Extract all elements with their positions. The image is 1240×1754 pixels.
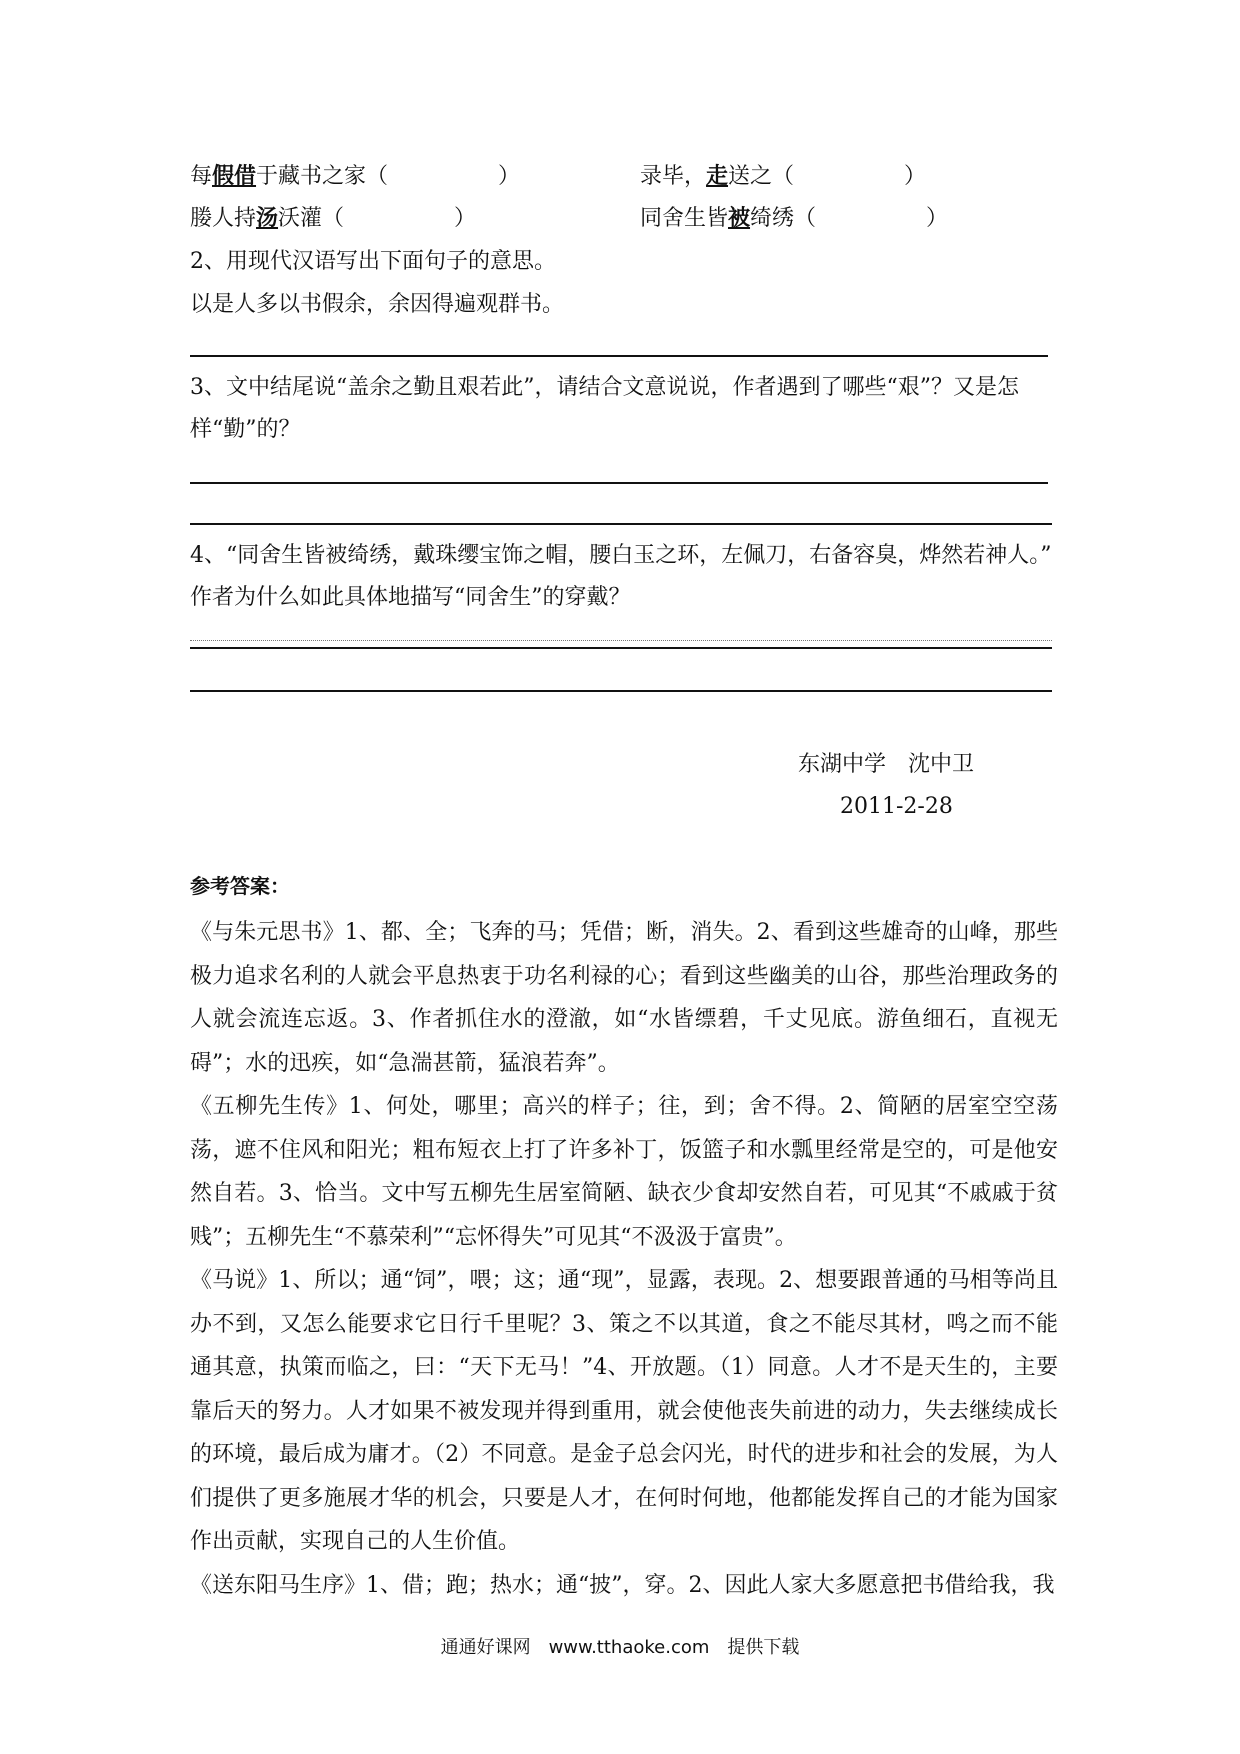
fill-text: 录毕， [640,164,707,189]
fill-item [640,161,926,192]
fill-keyword: 被 [728,205,751,231]
question-3-line2: 样“勤”的？ [190,417,301,442]
fill-keyword: 汤 [256,205,279,231]
question-2-sentence: 以是人多以书假余，余因得遍观群书。 [190,292,565,317]
fill-item [190,203,476,234]
fill-text: 绮绣（ ） [750,206,949,231]
answer-line [190,523,1052,525]
question-4-line1: 4、“同舍生皆被绮绣，戴珠缨宝饰之帽，腰白玉之环，左佩刀，右备容臭，烨然若神人。” [190,543,1052,568]
fill-item [190,161,520,192]
dotted-answer-line [190,640,1052,641]
question-3-line1: 3、文中结尾说“盖余之勤且艰若此”，请结合文意说说，作者遇到了哪些“艰”？又是怎 [190,375,1019,400]
signature-author: 东湖中学 沈中卫 [798,752,975,777]
footer: 通通好课网 www.tthaoke.com 提供下载 [440,1637,800,1658]
answer-line [190,647,1052,649]
answer-line [190,482,1048,484]
fill-text: 沃灌（ ） [278,206,477,231]
fill-text: 送之（ ） [728,164,927,189]
answers-heading: 参考答案： [190,874,290,898]
answer-paragraph: 《五柳先生传》1、何处，哪里；高兴的样子；往，到；舍不得。2、简陋的居室空空荡荡，遮不住风和阳光；粗布短衣上打了许多补丁，饭篮子和水瓢里经常是空的，可是他安然自若。3、恰当。文中写五柳先生居室简陋、缺衣少食却安然自若，可见其“不戚戚于贫贱”；五柳先生“不慕荣利”“忘怀得失”可见其“不汲汲于富贵”。 [190,1094,1058,1250]
answer-paragraph: 《马说》1、所以；通“饲”，喂；这；通“现”，显露，表现。2、想要跟普通的马相等尚且办不到，又怎么能要求它日行千里呢？3、策之不以其道，食之不能尽其材，鸣之而不能通其意，执策而临之，曰：“天下无马！”4、开放题。（1）同意。人才不是天生的，主要靠后天的努力。人才如果不被发现并得到重用，就会使他丧失前进的动力，失去继续成长的环境，最后成为庸才。（2）不同意。是金子总会闪光，时代的进步和社会的发展，为人们提供了更多施展才华的机会，只要是人才，在何时何地，他都能发挥自己的才能为国家作出贡献，实现自己的人生价值。 [190,1268,1058,1554]
question-2-title: 2、用现代汉语写出下面句子的意思。 [190,249,556,274]
fill-item [640,203,948,234]
answer-paragraph: 《与朱元思书》1、都、全；飞奔的马；凭借；断，消失。2、看到这些雄奇的山峰，那些极力追求名利的人就会平息热衷于功名利禄的心；看到这些幽美的山谷，那些治理政务的人就会流连忘返。3、作者抓住水的澄澈，如“水皆缥碧，千丈见底。游鱼细石，直视无碍”；水的迅疾，如“急湍甚箭，猛浪若奔”。 [190,920,1058,1076]
fill-text: 媵人持 [190,206,257,231]
question-4-line2: 作者为什么如此具体地描写“同舍生”的穿戴？ [190,585,631,610]
fill-text: 同舍生皆 [640,206,729,231]
answer-line [190,690,1052,692]
fill-text: 于藏书之家（ ） [256,164,521,189]
answer-paragraph: 《送东阳马生序》1、借；跑；热水；通“披”，穿。2、因此人家大多愿意把书借给我，我 [190,1572,1055,1598]
answers-body [190,911,1058,1607]
answer-line [190,355,1048,357]
fill-text: 每 [190,164,213,189]
fill-keyword: 走 [706,163,729,189]
fill-keyword: 假借 [212,163,257,189]
signature-date: 2011-2-28 [840,794,953,819]
